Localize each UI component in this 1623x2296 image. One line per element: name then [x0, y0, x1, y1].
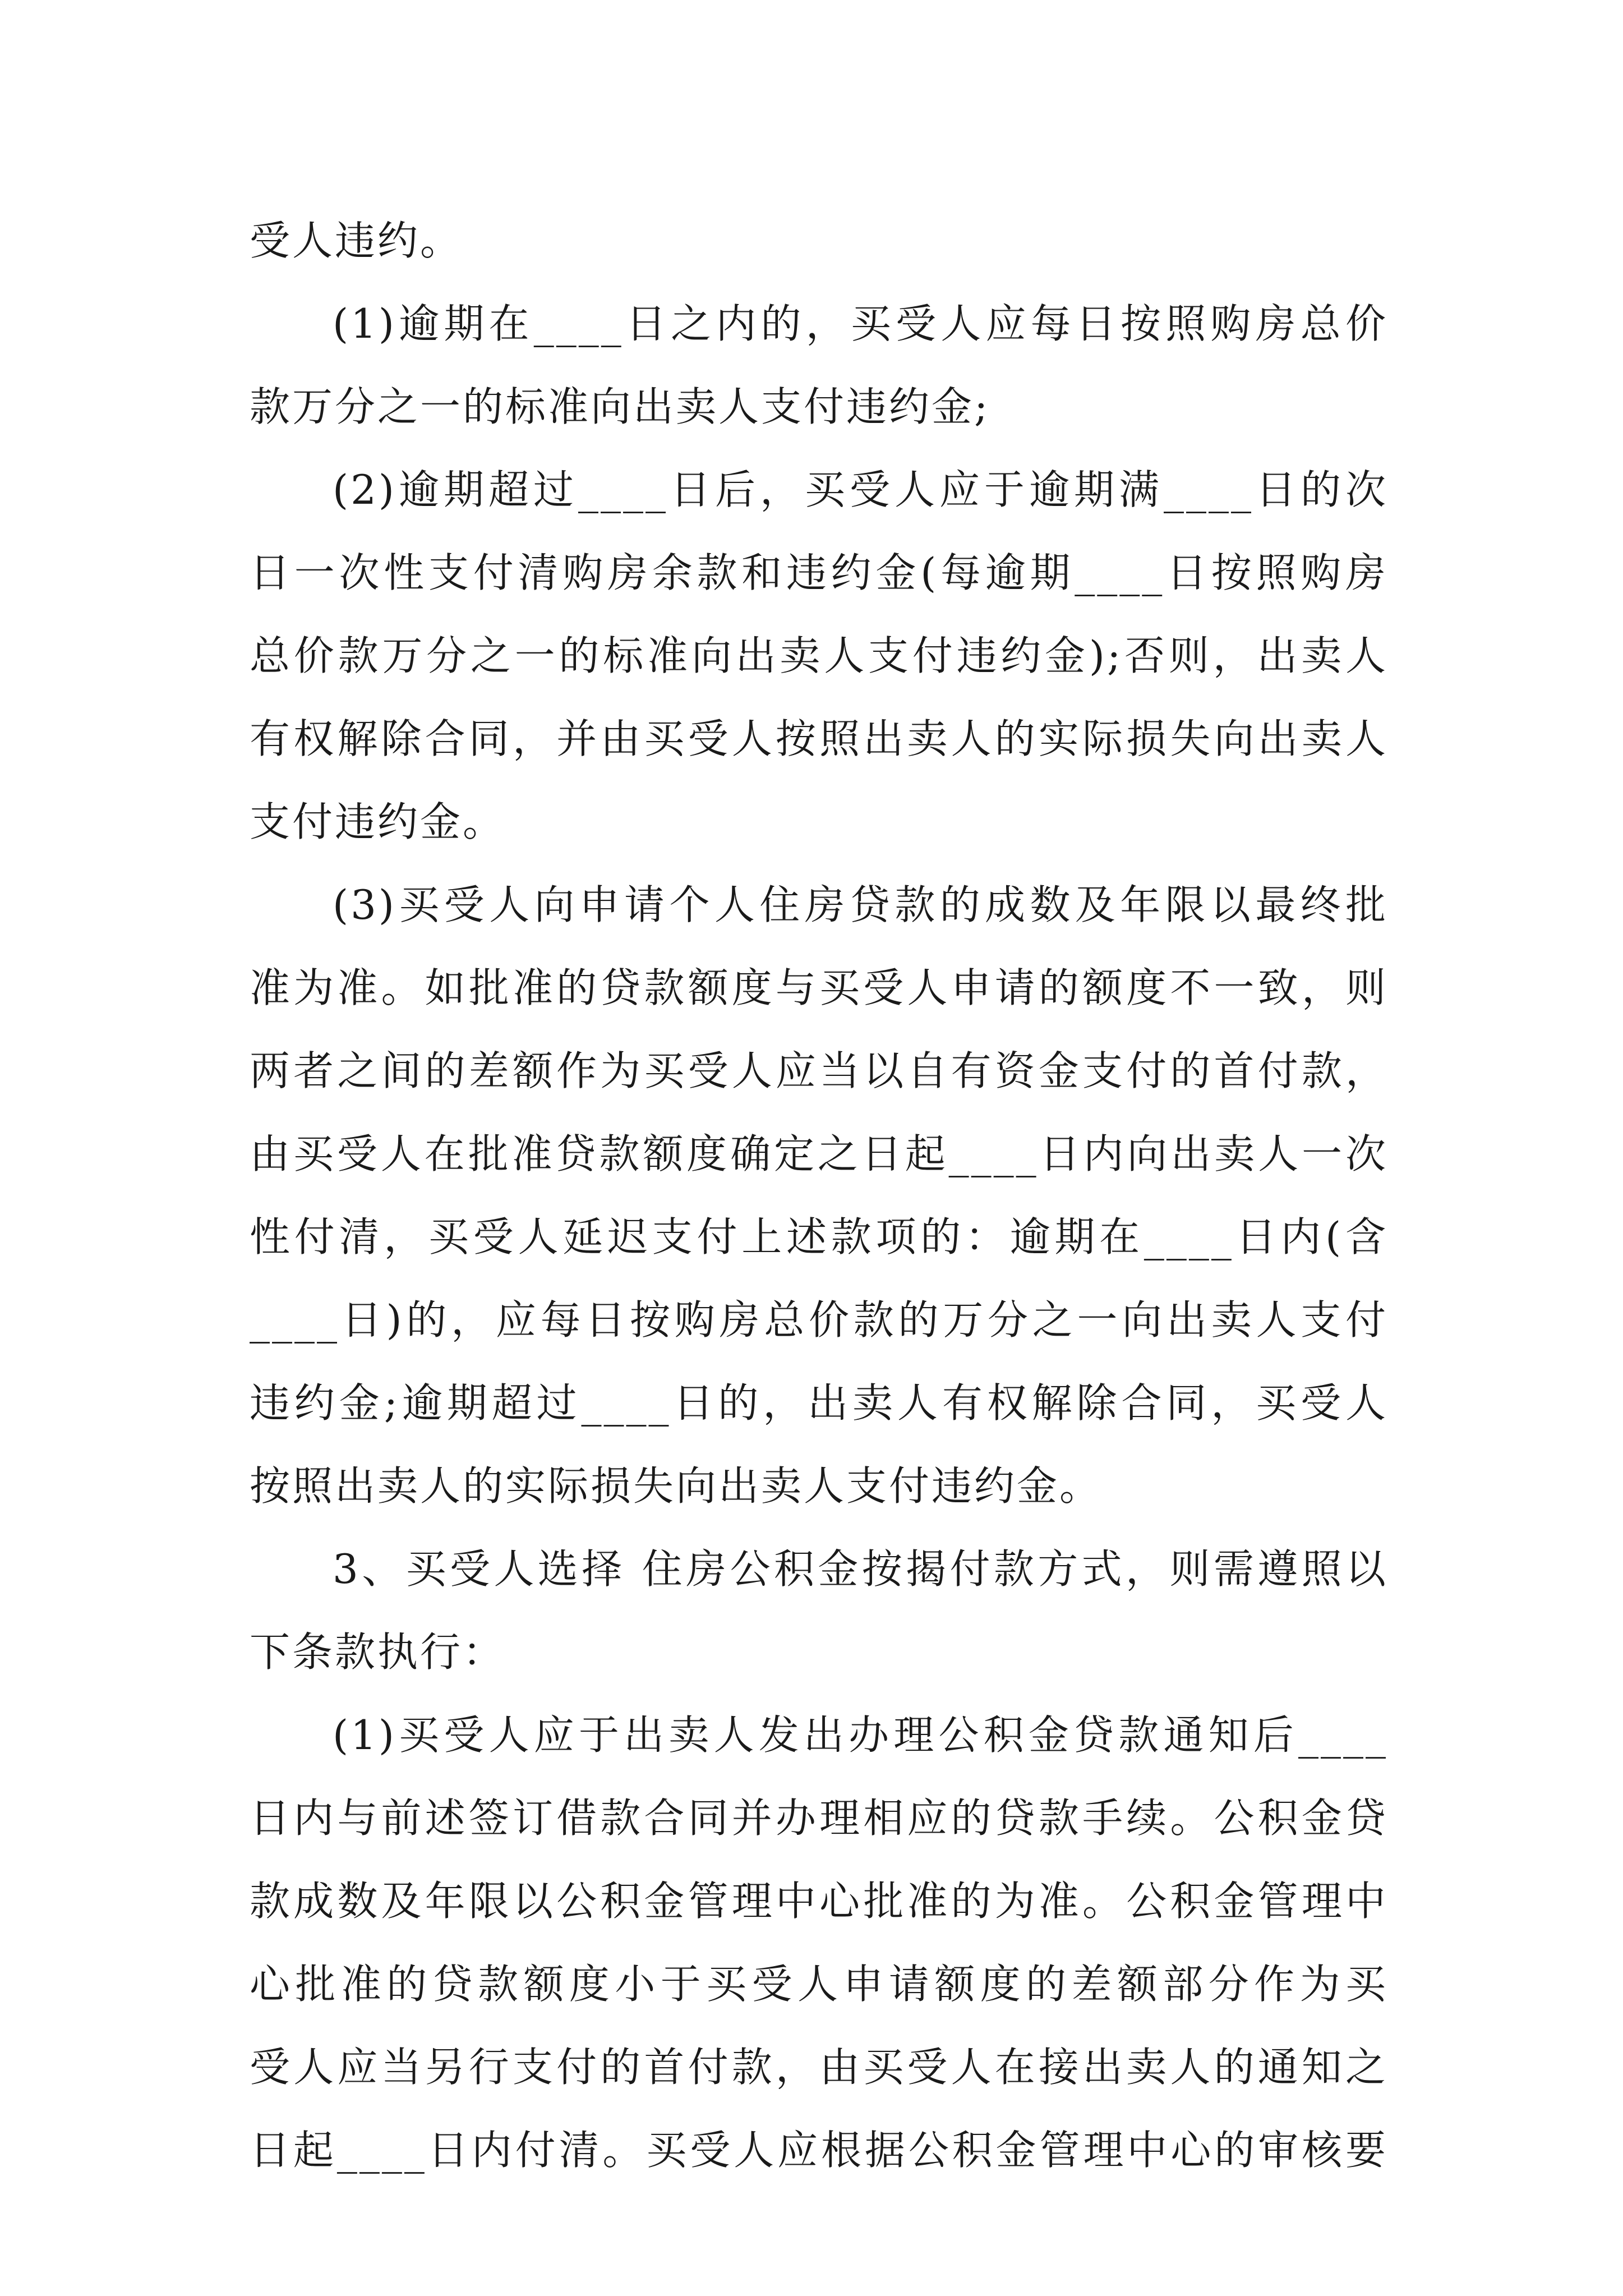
text-line: (3)买受人向申请个人住房贷款的成数及年限以最终批 [333, 881, 1388, 928]
document-page [250, 199, 1388, 2192]
text-line: 受人应当另行支付的首付款，由买受人在接出卖人的通知之 [250, 2044, 1388, 2091]
text-line: 准为准。如批准的贷款额度与买受人申请的额度不一致，则 [250, 964, 1388, 1011]
text-line: 性付清，买受人延迟支付上述款项的：逾期在____日内(含 [250, 1213, 1388, 1260]
text-line: 日一次性支付清购房余款和违约金(每逾期____日按照购房 [250, 549, 1388, 596]
document-body [250, 199, 1388, 2192]
text-line: 款成数及年限以公积金管理中心批准的为准。公积金管理中 [250, 1878, 1388, 1925]
text-line: 款万分之一的标准向出卖人支付违约金; [250, 383, 990, 430]
text-line: 受人违约。 [250, 217, 463, 264]
text-line: 日起____日内付清。买受人应根据公积金管理中心的审核要 [250, 2127, 1388, 2174]
text-line: 由买受人在批准贷款额度确定之日起____日内向出卖人一次 [250, 1130, 1388, 1177]
text-line: ____日)的，应每日按购房总价款的万分之一向出卖人支付 [250, 1296, 1388, 1343]
text-line: 有权解除合同，并由买受人按照出卖人的实际损失向出卖人 [250, 715, 1388, 762]
text-line: 心批准的贷款额度小于买受人申请额度的差额部分作为买 [250, 1961, 1388, 2008]
text-line: 日内与前述签订借款合同并办理相应的贷款手续。公积金贷 [250, 1795, 1388, 1842]
text-line: 下条款执行： [250, 1628, 506, 1676]
text-line: 两者之间的差额作为买受人应当以自有资金支付的首付款， [250, 1047, 1388, 1094]
text-line: 支付违约金。 [250, 798, 506, 845]
text-line: 总价款万分之一的标准向出卖人支付违约金);否则，出卖人 [250, 632, 1388, 679]
text-line: (1)买受人应于出卖人发出办理公积金贷款通知后____ [333, 1711, 1388, 1759]
text-line: (2)逾期超过____日后，买受人应于逾期满____日的次 [333, 466, 1388, 513]
text-line: 违约金;逾期超过____日的，出卖人有权解除合同，买受人 [250, 1379, 1388, 1427]
text-line: (1)逾期在____日之内的，买受人应每日按照购房总价 [333, 300, 1388, 347]
text-line: 按照出卖人的实际损失向出卖人支付违约金。 [250, 1462, 1103, 1510]
text-line: 3、买受人选择 住房公积金按揭付款方式，则需遵照以 [333, 1545, 1388, 1593]
